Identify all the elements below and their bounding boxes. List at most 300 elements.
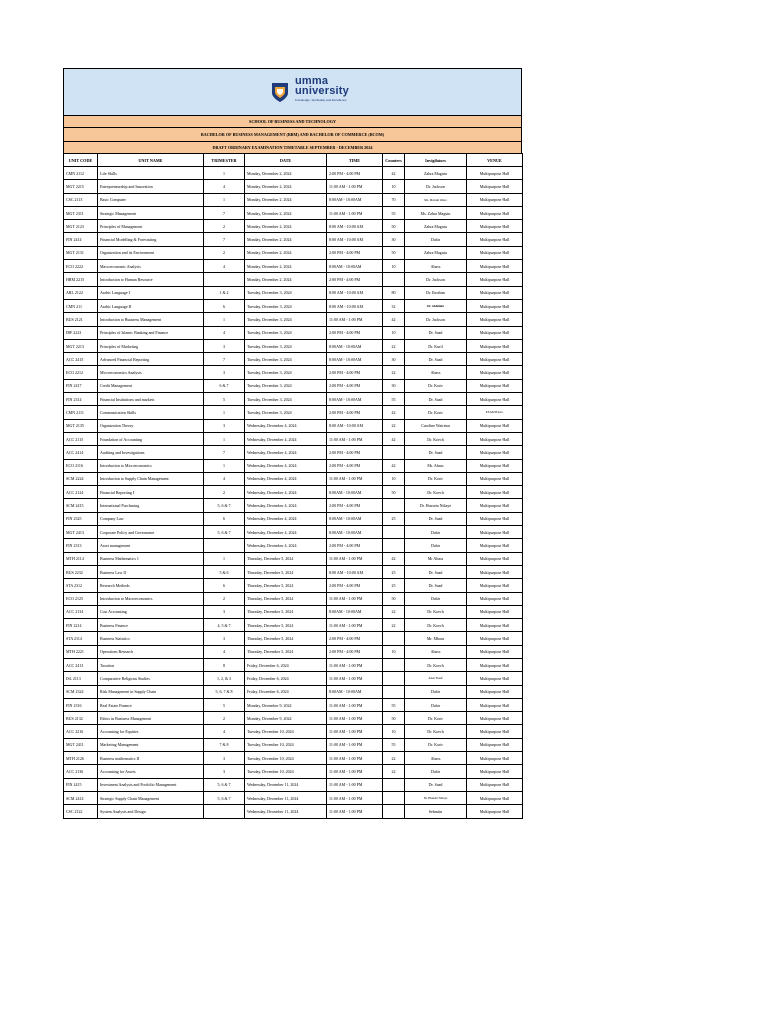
- cell-time: 11:00 AM - 1:00 PM: [327, 672, 383, 685]
- cell-date: Wednesday, December 4, 2024: [245, 432, 327, 445]
- cell-unit-name: Introduction to Human Resource: [98, 273, 204, 286]
- cell-invigilator: Zahra Magutu: [405, 167, 467, 180]
- cell-venue: Multipurpose Hall: [467, 552, 523, 565]
- cell-time: 8:00AM - 10:00AM: [327, 486, 383, 499]
- table-row: [64, 738, 523, 751]
- cell-time: 11:00 AM - 1:00 PM: [327, 619, 383, 632]
- cell-unit-name: Credit Management: [98, 379, 204, 392]
- cell-unit-code: FIN 2414: [64, 233, 98, 246]
- cell-unit-code: ACC 2136: [64, 765, 98, 778]
- cell-venue: Multipurpose Hall: [467, 246, 523, 259]
- cell-counters: 22: [383, 419, 405, 432]
- cell-counters: 70: [383, 193, 405, 206]
- cell-trimester: 4: [204, 180, 245, 193]
- cell-counters: 10: [383, 180, 405, 193]
- logo-band: [63, 68, 522, 115]
- cell-unit-code: FIN 2417: [64, 379, 98, 392]
- table-row: [64, 246, 523, 259]
- cell-venue: Multipurpose Hall: [467, 658, 523, 671]
- cell-unit-code: MTH 2126: [64, 752, 98, 765]
- cell-invigilator: Dahir: [405, 698, 467, 711]
- cell-invigilator: Dr. Kuril: [405, 339, 467, 352]
- cell-time: 2:00 PM - 4:00 PM: [327, 446, 383, 459]
- cell-counters: [383, 791, 405, 804]
- school-header: SCHOOL OF BUSINESS AND TECHNOLOGY: [63, 115, 522, 127]
- cell-unit-code: ACC 2216: [64, 725, 98, 738]
- cell-trimester: 3: [204, 419, 245, 432]
- table-row: [64, 579, 523, 592]
- cell-venue: Multipurpose Hall: [467, 579, 523, 592]
- cell-unit-code: MGT 2411: [64, 738, 98, 751]
- table-row: [64, 725, 523, 738]
- cell-time: 11:00 AM - 1:00 PM: [327, 725, 383, 738]
- cell-date: Tuesday, December 3, 2024: [245, 353, 327, 366]
- cell-unit-name: Research Methods: [98, 579, 204, 592]
- cell-date: Wednesday, December 4, 2024: [245, 486, 327, 499]
- cell-date: Tuesday, December 3, 2024: [245, 393, 327, 406]
- cell-unit-code: ECO 2222: [64, 260, 98, 273]
- cell-invigilator: Sebastin: [405, 805, 467, 818]
- table-row: [64, 778, 523, 791]
- table-row: [64, 273, 523, 286]
- cell-date: Thursday, December 5, 2024: [245, 565, 327, 578]
- cell-invigilator: Dr. Saad: [405, 579, 467, 592]
- col-date: DATE: [245, 154, 327, 167]
- cell-time: 11:00 AM - 1:00 PM: [327, 765, 383, 778]
- cell-venue: Multipurpose Hall: [467, 220, 523, 233]
- cell-unit-name: Corporate Policy and Governance: [98, 526, 204, 539]
- cell-invigilator: Dahir: [405, 685, 467, 698]
- cell-unit-name: Business Law II: [98, 565, 204, 578]
- cell-time: 2:00 PM - 4:00 PM: [327, 366, 383, 379]
- cell-counters: 10: [383, 326, 405, 339]
- cell-trimester: 6: [204, 299, 245, 312]
- cell-counters: 42: [383, 406, 405, 419]
- cell-time: 11:00 AM - 1:00 PM: [327, 552, 383, 565]
- cell-unit-name: Financial Institutions and markets: [98, 393, 204, 406]
- table-row: [64, 353, 523, 366]
- cell-trimester: 7: [204, 233, 245, 246]
- cell-trimester: 3: [204, 632, 245, 645]
- cell-venue: Multipurpose Hall: [467, 193, 523, 206]
- cell-unit-name: Entrepreneurship and Innovation: [98, 180, 204, 193]
- cell-trimester: [204, 805, 245, 818]
- cell-trimester: 3: [204, 605, 245, 618]
- cell-unit-name: Principles of Marketing: [98, 339, 204, 352]
- cell-date: Wednesday, December 4, 2024: [245, 472, 327, 485]
- cell-unit-name: Business mathematics II: [98, 752, 204, 765]
- cell-trimester: 1: [204, 552, 245, 565]
- cell-invigilator: Zahra Magutu: [405, 246, 467, 259]
- cell-date: Monday, December 2, 2024: [245, 220, 327, 233]
- cell-time: 2:00 PM - 4:00 PM: [327, 539, 383, 552]
- cell-time: 2:00 PM - 4:00 PM: [327, 379, 383, 392]
- cell-trimester: 5, 6 & 7: [204, 499, 245, 512]
- cell-venue: Multipurpose Hall: [467, 738, 523, 751]
- cell-unit-name: Introduction to Supply Chain Management: [98, 472, 204, 485]
- table-row: [64, 419, 523, 432]
- cell-time: 2:00 PM - 4:00 PM: [327, 246, 383, 259]
- cell-unit-name: Comparative Religious Studies: [98, 672, 204, 685]
- cell-venue: Multipurpose Hall: [467, 565, 523, 578]
- cell-unit-name: Organization Theory: [98, 419, 204, 432]
- table-row: [64, 326, 523, 339]
- cell-date: Tuesday, December 3, 2024: [245, 379, 327, 392]
- cell-time: 11:00 AM - 1:00 PM: [327, 313, 383, 326]
- university-logo: [269, 75, 389, 107]
- cell-trimester: 7: [204, 446, 245, 459]
- cell-trimester: 2: [204, 246, 245, 259]
- cell-trimester: 4: [204, 326, 245, 339]
- cell-trimester: 6: [204, 579, 245, 592]
- cell-invigilator: Dahir: [405, 592, 467, 605]
- cell-time: 11:00 AM - 1:00 PM: [327, 738, 383, 751]
- cell-date: Tuesday, December 10, 2024: [245, 752, 327, 765]
- cell-invigilator: Dr. Korir: [405, 712, 467, 725]
- cell-counters: 30: [383, 379, 405, 392]
- cell-time: 11:00 AM - 1:00 PM: [327, 472, 383, 485]
- cell-date: Friday, December 6, 2024: [245, 672, 327, 685]
- cell-unit-name: Taxation: [98, 658, 204, 671]
- cell-date: Tuesday, December 3, 2024: [245, 366, 327, 379]
- cell-invigilator: Dr. Saad: [405, 353, 467, 366]
- table-row: [64, 299, 523, 312]
- cell-venue: Multipurpose Hall: [467, 339, 523, 352]
- cell-venue: Multipurpose Hall: [467, 765, 523, 778]
- cell-invigilator: Ms. Zahra Magutu: [405, 206, 467, 219]
- cell-invigilator: Abass: [405, 645, 467, 658]
- cell-counters: 10: [383, 472, 405, 485]
- cell-time: 11:00 AM - 1:00 PM: [327, 432, 383, 445]
- cell-unit-name: Company Law: [98, 512, 204, 525]
- table-row: [64, 339, 523, 352]
- cell-venue: Multipurpose Hall: [467, 619, 523, 632]
- cell-venue: Multipurpose Hall: [467, 605, 523, 618]
- cell-counters: [383, 446, 405, 459]
- table-row: [64, 765, 523, 778]
- cell-unit-name: Real Estate Finance: [98, 698, 204, 711]
- cell-time: 2:00 PM - 4:00 PM: [327, 406, 383, 419]
- cell-venue: Multipurpose Hall: [467, 379, 523, 392]
- cell-venue: Multipurpose Hall: [467, 326, 523, 339]
- cell-unit-code: CMN 211: [64, 299, 98, 312]
- cell-counters: [383, 685, 405, 698]
- table-row: [64, 658, 523, 671]
- cell-invigilator: Caroline Wairimu: [405, 419, 467, 432]
- cell-venue: Multipurpose Hall: [467, 791, 523, 804]
- cell-invigilator: Dr. Saad: [405, 778, 467, 791]
- cell-venue: Multipurpose Hall: [467, 712, 523, 725]
- cell-unit-code: CSC 2113: [64, 193, 98, 206]
- cell-time: 11:00 AM - 1:00 PM: [327, 778, 383, 791]
- cell-date: Wednesday, December 4, 2024: [245, 539, 327, 552]
- cell-unit-code: BUS 2232: [64, 565, 98, 578]
- table-row: [64, 459, 523, 472]
- cell-counters: [383, 539, 405, 552]
- table-row: [64, 685, 523, 698]
- cell-invigilator: Dahir: [405, 526, 467, 539]
- cell-time: 8:00AM - 10:00AM: [327, 193, 383, 206]
- cell-counters: 10: [383, 260, 405, 273]
- table-body: [64, 167, 523, 819]
- cell-counters: 50: [383, 220, 405, 233]
- cell-date: Wednesday, December 11, 2024: [245, 778, 327, 791]
- cell-venue: Multipurpose Hall: [467, 180, 523, 193]
- cell-counters: 42: [383, 552, 405, 565]
- cell-date: Thursday, December 5, 2024: [245, 619, 327, 632]
- cell-unit-name: Financial Modelling & Forecasting: [98, 233, 204, 246]
- cell-unit-name: Microeconomics Analysis: [98, 366, 204, 379]
- logo-line1: umma: [295, 75, 329, 87]
- cell-venue: Multipurpose Hall: [467, 752, 523, 765]
- table-row: [64, 286, 523, 299]
- cell-unit-name: Arabic Language II: [98, 299, 204, 312]
- cell-counters: [383, 632, 405, 645]
- cell-trimester: 5: [204, 393, 245, 406]
- table-row: [64, 472, 523, 485]
- cell-trimester: 2: [204, 592, 245, 605]
- cell-unit-code: FIN 2415: [64, 778, 98, 791]
- cell-venue: Multipurpose Hall: [467, 486, 523, 499]
- cell-invigilator: Mr Abass: [405, 552, 467, 565]
- cell-unit-name: Macroeconomic Analysis: [98, 260, 204, 273]
- cell-counters: 42: [383, 459, 405, 472]
- cell-venue: Multipurpose Hall: [467, 539, 523, 552]
- cell-unit-code: ACC 2413: [64, 658, 98, 671]
- table-row: [64, 565, 523, 578]
- cell-trimester: 4: [204, 260, 245, 273]
- cell-unit-name: Asset management: [98, 539, 204, 552]
- table-row: [64, 486, 523, 499]
- cell-invigilator: Dr. Saad: [405, 565, 467, 578]
- cell-venue: Multipurpose Hall: [467, 419, 523, 432]
- cell-date: Thursday, December 5, 2024: [245, 605, 327, 618]
- col-venue: VENUE: [467, 154, 523, 167]
- cell-unit-code: IBF 2223: [64, 326, 98, 339]
- cell-unit-name: Introduction to Macroeconomics: [98, 592, 204, 605]
- cell-invigilator: Abass: [405, 752, 467, 765]
- cell-unit-code: MGT 2135: [64, 419, 98, 432]
- cell-unit-code: SCM 2324: [64, 685, 98, 698]
- cell-date: Tuesday, December 3, 2024: [245, 326, 327, 339]
- cell-unit-name: Business Mathematics 1: [98, 552, 204, 565]
- cell-date: Tuesday, December 10, 2024: [245, 725, 327, 738]
- cell-venue: Multipurpose Hall: [467, 472, 523, 485]
- table-row: [64, 446, 523, 459]
- cell-venue: Multipurpose Hall: [467, 805, 523, 818]
- cell-invigilator: Dr. Koech: [405, 658, 467, 671]
- table-row: [64, 393, 523, 406]
- cell-venue: Multipurpose Hall: [467, 286, 523, 299]
- cell-trimester: 1 & 2: [204, 286, 245, 299]
- cell-trimester: 3: [204, 366, 245, 379]
- cell-time: 11:00 AM - 1:00 PM: [327, 592, 383, 605]
- cell-unit-name: Business Finance: [98, 619, 204, 632]
- cell-unit-name: System Analysis and Design: [98, 805, 204, 818]
- cell-unit-name: Risk Management in Supply Chain: [98, 685, 204, 698]
- cell-invigilator: Dr. Koech: [405, 725, 467, 738]
- table-row: [64, 552, 523, 565]
- cell-counters: 50: [383, 246, 405, 259]
- table-row: [64, 512, 523, 525]
- cell-time: 11:00 AM - 1:00 PM: [327, 712, 383, 725]
- shield-icon: [269, 81, 291, 103]
- cell-invigilator: Dr. Korir: [405, 472, 467, 485]
- cell-venue: Multipurpose Hall: [467, 446, 523, 459]
- cell-counters: 50: [383, 712, 405, 725]
- cell-unit-code: STA 2312: [64, 579, 98, 592]
- cell-counters: 50: [383, 486, 405, 499]
- cell-date: Wednesday, December 11, 2024: [245, 805, 327, 818]
- cell-date: Monday, December 2, 2024: [245, 206, 327, 219]
- cell-trimester: [204, 273, 245, 286]
- cell-counters: 55: [383, 393, 405, 406]
- cell-trimester: 5, 6 & 7: [204, 778, 245, 791]
- cell-trimester: 4: [204, 725, 245, 738]
- cell-unit-code: MGT 2413: [64, 526, 98, 539]
- cell-unit-code: MGT 2311: [64, 206, 98, 219]
- cell-trimester: 4: [204, 472, 245, 485]
- cell-date: Tuesday, December 3, 2024: [245, 313, 327, 326]
- cell-unit-name: International Purchasing: [98, 499, 204, 512]
- col-unit-name: UNIT NAME: [98, 154, 204, 167]
- cell-invigilator: Abass: [405, 366, 467, 379]
- cell-venue: Multipurpose Hall: [467, 353, 523, 366]
- table-header-row: [64, 154, 523, 167]
- cell-trimester: 8: [204, 658, 245, 671]
- cell-venue: Multipurpose Hall: [467, 167, 523, 180]
- cell-date: Wednesday, December 4, 2024: [245, 526, 327, 539]
- cell-counters: 55: [383, 206, 405, 219]
- cell-time: 11:00 AM - 1:00 PM: [327, 658, 383, 671]
- cell-unit-name: Business Statistics: [98, 632, 204, 645]
- cell-venue: Multipurpose Hall: [467, 299, 523, 312]
- cell-counters: 10: [383, 725, 405, 738]
- cell-time: 2:00 PM - 4:00 PM: [327, 273, 383, 286]
- cell-venue: Multipurpose Hall: [467, 233, 523, 246]
- cell-trimester: 1: [204, 406, 245, 419]
- cell-date: Tuesday, December 3, 2024: [245, 406, 327, 419]
- cell-time: 8:00AM - 10:00AM: [327, 339, 383, 352]
- cell-date: Thursday, December 5, 2024: [245, 632, 327, 645]
- cell-unit-code: MGT 2131: [64, 246, 98, 259]
- cell-venue: Multipurpose Hall: [467, 512, 523, 525]
- table-row: [64, 206, 523, 219]
- cell-time: 8:00AM - 10:00AM: [327, 605, 383, 618]
- cell-time: 2:00 PM - 4:00 PM: [327, 499, 383, 512]
- timetable-sheet: [63, 68, 522, 819]
- cell-unit-name: Strategic Supply Chain Management: [98, 791, 204, 804]
- cell-invigilator: Dahir: [405, 233, 467, 246]
- logo-line2: university: [295, 85, 349, 97]
- timetable-title: DRAFT ORDINARY EXAMINATION TIMETABLE SEPTEMBER - DECEMBER 2024: [63, 141, 522, 153]
- cell-counters: [383, 273, 405, 286]
- cell-unit-code: FIN 2313: [64, 539, 98, 552]
- cell-date: Wednesday, December 4, 2024: [245, 446, 327, 459]
- cell-unit-name: Auditing and Investigations: [98, 446, 204, 459]
- cell-invigilator: Dr. Saad: [405, 446, 467, 459]
- cell-time: 8:00AM - 10:00AM: [327, 526, 383, 539]
- cell-time: 8:00AM - 10:00AM: [327, 353, 383, 366]
- cell-invigilator: Dr. Abdulahi: [405, 299, 467, 312]
- cell-counters: 22: [383, 605, 405, 618]
- cell-unit-name: Arabic Language I: [98, 286, 204, 299]
- programme-header: BACHELOR OF BUSINESS MANAGEMENT (BBM) AND BACHELOR OF COMMERCE (BCOM): [63, 127, 522, 141]
- cell-counters: [383, 499, 405, 512]
- cell-invigilator: Dr. Koech: [405, 605, 467, 618]
- cell-venue: Multipurpose Hall: [467, 260, 523, 273]
- cell-unit-code: ACC 2115: [64, 432, 98, 445]
- cell-trimester: 3: [204, 752, 245, 765]
- cell-counters: 22: [383, 339, 405, 352]
- cell-time: 2:00 PM - 4:00 PM: [327, 645, 383, 658]
- cell-invigilator: Dr. Korir: [405, 738, 467, 751]
- cell-counters: 22: [383, 752, 405, 765]
- cell-unit-code: MGT 2123: [64, 220, 98, 233]
- table-row: [64, 805, 523, 818]
- cell-trimester: 6: [204, 512, 245, 525]
- col-unit-code: UNIT CODE: [64, 154, 98, 167]
- cell-invigilator: Dr. Jackson: [405, 180, 467, 193]
- table-row: [64, 220, 523, 233]
- cell-trimester: 4, 5 & 7: [204, 619, 245, 632]
- cell-unit-code: CSC 2122: [64, 805, 98, 818]
- table-row: [64, 499, 523, 512]
- cell-unit-name: Cost Accounting: [98, 605, 204, 618]
- cell-trimester: 4: [204, 645, 245, 658]
- cell-invigilator: Dr. Ibrahim: [405, 286, 467, 299]
- cell-venue: Multipurpose Hall: [467, 778, 523, 791]
- cell-trimester: 1, 2, & 3: [204, 672, 245, 685]
- cell-trimester: 1: [204, 432, 245, 445]
- cell-time: 8:00AM - 10:00AM: [327, 260, 383, 273]
- cell-unit-code: FIN 2214: [64, 619, 98, 632]
- cell-time: 2:00 PM - 4:00 PM: [327, 326, 383, 339]
- cell-counters: 22: [383, 619, 405, 632]
- cell-invigilator: Dr. Hussein Ndiaye: [405, 791, 467, 804]
- cell-counters: 55: [383, 698, 405, 711]
- table-row: [64, 539, 523, 552]
- cell-date: Friday, December 6, 2024: [245, 685, 327, 698]
- table-row: [64, 432, 523, 445]
- cell-venue: EXAM HALL: [467, 406, 523, 419]
- cell-venue: Multipurpose Hall: [467, 206, 523, 219]
- cell-invigilator: Dr. Jackson: [405, 313, 467, 326]
- cell-trimester: 3: [204, 339, 245, 352]
- cell-date: Monday, December 2, 2024: [245, 260, 327, 273]
- cell-trimester: 1: [204, 313, 245, 326]
- col-invigilators: Invigilators: [405, 154, 467, 167]
- cell-counters: [383, 526, 405, 539]
- cell-unit-code: MGT 2215: [64, 180, 98, 193]
- cell-venue: Multipurpose Hall: [467, 632, 523, 645]
- cell-unit-code: CMN 2111: [64, 406, 98, 419]
- cell-invigilator: Mr. Abass: [405, 459, 467, 472]
- cell-unit-code: SCM 2414: [64, 791, 98, 804]
- cell-trimester: 6 & 7: [204, 379, 245, 392]
- cell-time: 11:00 AM - 1:00 PM: [327, 180, 383, 193]
- cell-counters: [383, 672, 405, 685]
- cell-invigilator: Dr. Saad: [405, 512, 467, 525]
- cell-time: 8:00 AM - 10:00 AM: [327, 286, 383, 299]
- cell-time: 2:00 PM - 4:00 PM: [327, 632, 383, 645]
- cell-date: Monday, December 2, 2024: [245, 246, 327, 259]
- cell-date: Wednesday, December 4, 2024: [245, 459, 327, 472]
- table-row: [64, 526, 523, 539]
- cell-unit-code: ECO 2125: [64, 592, 98, 605]
- cell-unit-name: Basic Computer: [98, 193, 204, 206]
- cell-time: 8:00AM - 10:00AM: [327, 512, 383, 525]
